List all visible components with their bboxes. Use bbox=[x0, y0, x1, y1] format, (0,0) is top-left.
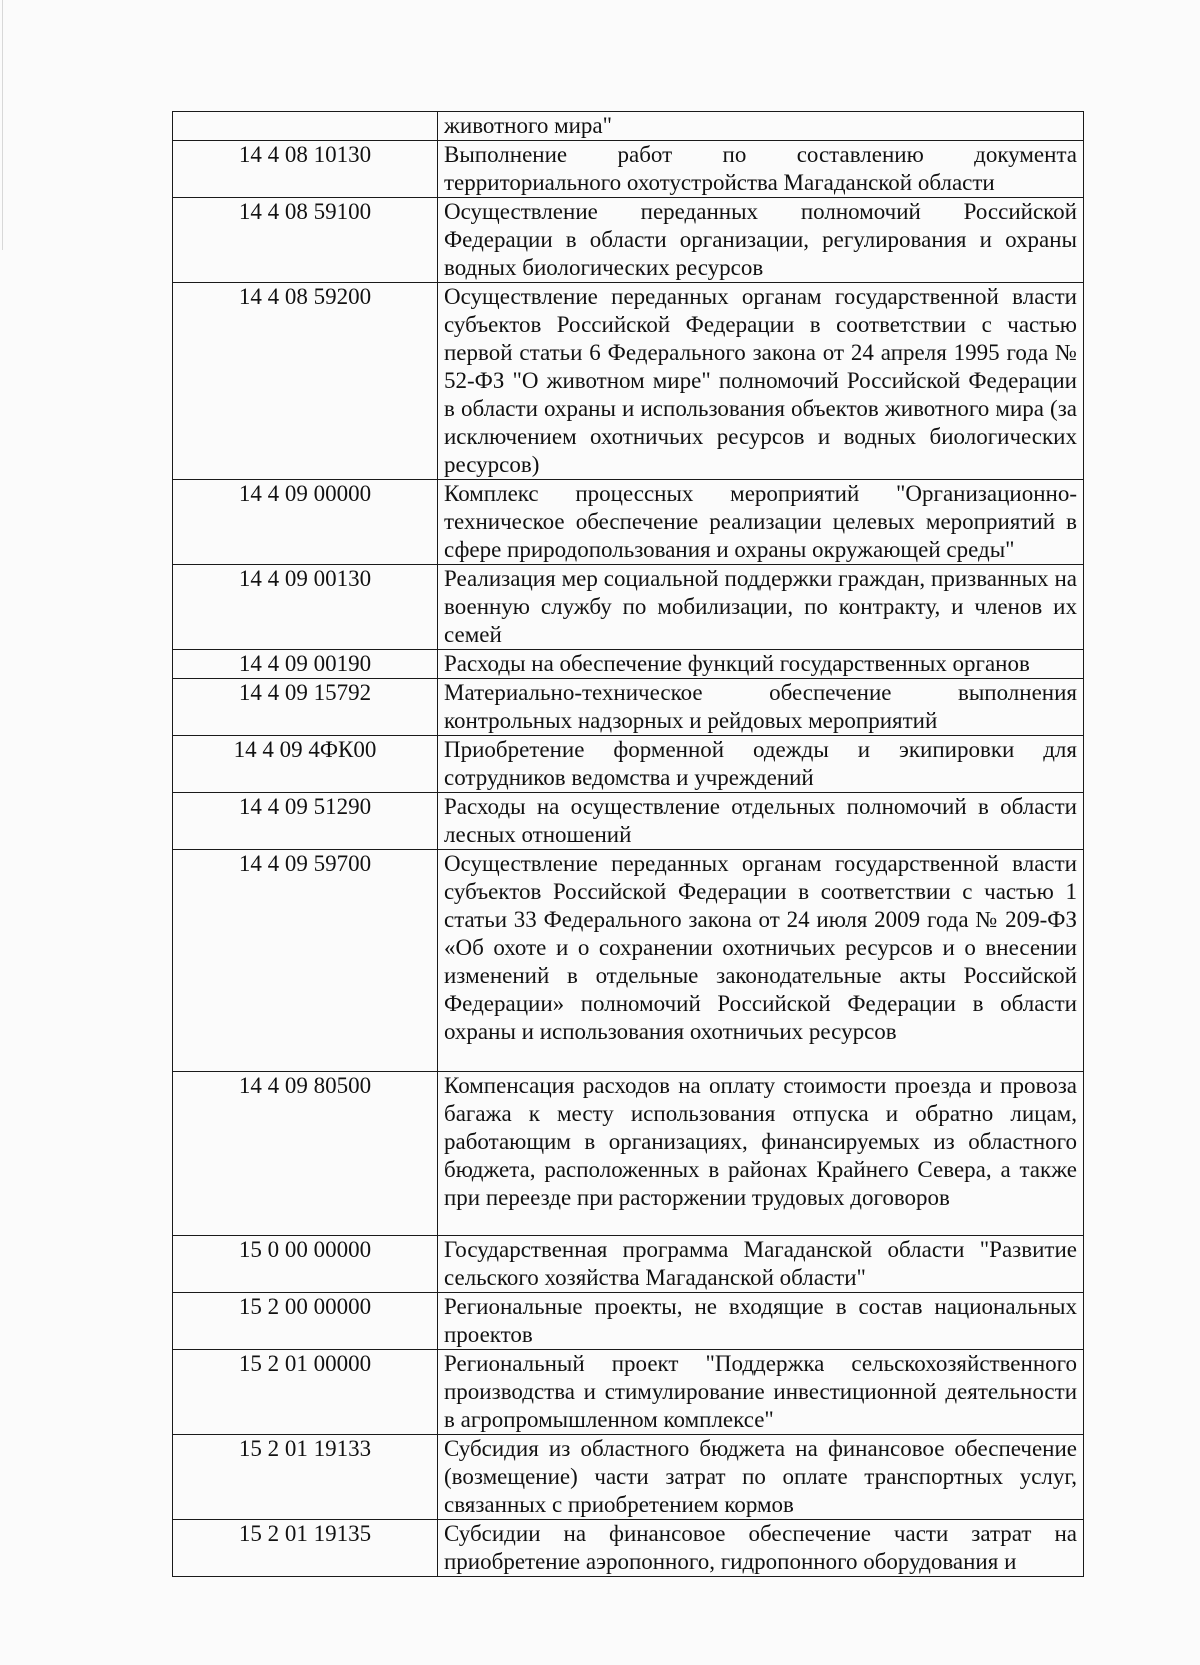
description-cell: Субсидия из областного бюджета на финансовое обеспечение (возмещение) части затрат по оплате транспортных услуг, связанных с приобретением кормов bbox=[438, 1435, 1084, 1520]
code-cell bbox=[173, 112, 438, 141]
description-cell: Комплекс процессных мероприятий "Организационно-техническое обеспечение реализации целевых мероприятий в сфере природопользования и охраны окружающей среды" bbox=[438, 480, 1084, 565]
description-cell: Субсидии на финансовое обеспечение части затрат на приобретение аэропонного, гидропонного оборудования и bbox=[438, 1520, 1084, 1577]
table-row bbox=[173, 1520, 1084, 1577]
table-row bbox=[173, 141, 1084, 198]
code-cell: 14 4 08 59200 bbox=[173, 283, 438, 480]
description-cell: Осуществление переданных органам государственной власти субъектов Российской Федерации в соответствии с частью 1 статьи 33 Федерального закона от 24 июля 2009 года № 209-ФЗ «Об охоте и о сохранении охотничьих ресурсов и о внесении изменений в отдельные законодательные акты Российской Федерации» полномочий Российской Федерации в области охраны и использования охотничьих ресурсов bbox=[438, 850, 1084, 1072]
table-row bbox=[173, 198, 1084, 283]
description-cell: Осуществление переданных органам государственной власти субъектов Российской Федерации в соответствии с частью первой статьи 6 Федерального закона от 24 апреля 1995 года № 52-ФЗ "О животном мире" полномочий Российской Федерации в области охраны и использования объектов животного мира (за исключением охотничьих ресурсов и водных биологических ресурсов) bbox=[438, 283, 1084, 480]
table-row bbox=[173, 283, 1084, 480]
table-row bbox=[173, 679, 1084, 736]
description-cell: животного мира" bbox=[438, 112, 1084, 141]
code-cell: 14 4 09 00130 bbox=[173, 565, 438, 650]
description-cell: Региональные проекты, не входящие в состав национальных проектов bbox=[438, 1293, 1084, 1350]
description-cell: Расходы на обеспечение функций государственных органов bbox=[438, 650, 1084, 679]
table-row bbox=[173, 650, 1084, 679]
code-cell: 14 4 08 10130 bbox=[173, 141, 438, 198]
code-cell: 14 4 09 80500 bbox=[173, 1072, 438, 1236]
description-cell: Компенсация расходов на оплату стоимости проезда и провоза багажа к месту использования отпуска и обратно лицам, работающим в организациях, финансируемых из областного бюджета, расположенных в районах Крайнего Севера, а также при переезде при расторжении трудовых договоров bbox=[438, 1072, 1084, 1236]
description-cell: Расходы на осуществление отдельных полномочий в области лесных отношений bbox=[438, 793, 1084, 850]
description-cell: Материально-техническое обеспечение выполнения контрольных надзорных и рейдовых мероприятий bbox=[438, 679, 1084, 736]
code-cell: 14 4 09 15792 bbox=[173, 679, 438, 736]
code-cell: 15 2 01 19135 bbox=[173, 1520, 438, 1577]
code-cell: 14 4 09 00190 bbox=[173, 650, 438, 679]
table-row bbox=[173, 1236, 1084, 1293]
table-row bbox=[173, 480, 1084, 565]
code-cell: 14 4 08 59100 bbox=[173, 198, 438, 283]
description-cell: Региональный проект "Поддержка сельскохозяйственного производства и стимулирование инвестиционной деятельности в агропромышленном комплексе" bbox=[438, 1350, 1084, 1435]
description-cell: Приобретение форменной одежды и экипировки для сотрудников ведомства и учреждений bbox=[438, 736, 1084, 793]
code-cell: 14 4 09 59700 bbox=[173, 850, 438, 1072]
description-cell: Осуществление переданных полномочий Российской Федерации в области организации, регулирования и охраны водных биологических ресурсов bbox=[438, 198, 1084, 283]
description-cell: Государственная программа Магаданской области "Развитие сельского хозяйства Магаданской области" bbox=[438, 1236, 1084, 1293]
code-cell: 15 2 01 00000 bbox=[173, 1350, 438, 1435]
table-row bbox=[173, 565, 1084, 650]
table-row bbox=[173, 1435, 1084, 1520]
scan-edge-line bbox=[2, 0, 3, 250]
table-row bbox=[173, 1072, 1084, 1236]
description-cell: Выполнение работ по составлению документа территориального охотустройства Магаданской области bbox=[438, 141, 1084, 198]
code-cell: 15 0 00 00000 bbox=[173, 1236, 438, 1293]
code-cell: 15 2 01 19133 bbox=[173, 1435, 438, 1520]
budget-codes-table bbox=[172, 111, 1084, 1577]
table-row bbox=[173, 793, 1084, 850]
table-row bbox=[173, 112, 1084, 141]
code-cell: 14 4 09 51290 bbox=[173, 793, 438, 850]
table-row bbox=[173, 1350, 1084, 1435]
code-cell: 14 4 09 00000 bbox=[173, 480, 438, 565]
code-cell: 14 4 09 4ФК00 bbox=[173, 736, 438, 793]
code-cell: 15 2 00 00000 bbox=[173, 1293, 438, 1350]
table-row bbox=[173, 1293, 1084, 1350]
table-row bbox=[173, 850, 1084, 1072]
table-row bbox=[173, 736, 1084, 793]
description-cell: Реализация мер социальной поддержки граждан, призванных на военную службу по мобилизации, по контракту, и членов их семей bbox=[438, 565, 1084, 650]
